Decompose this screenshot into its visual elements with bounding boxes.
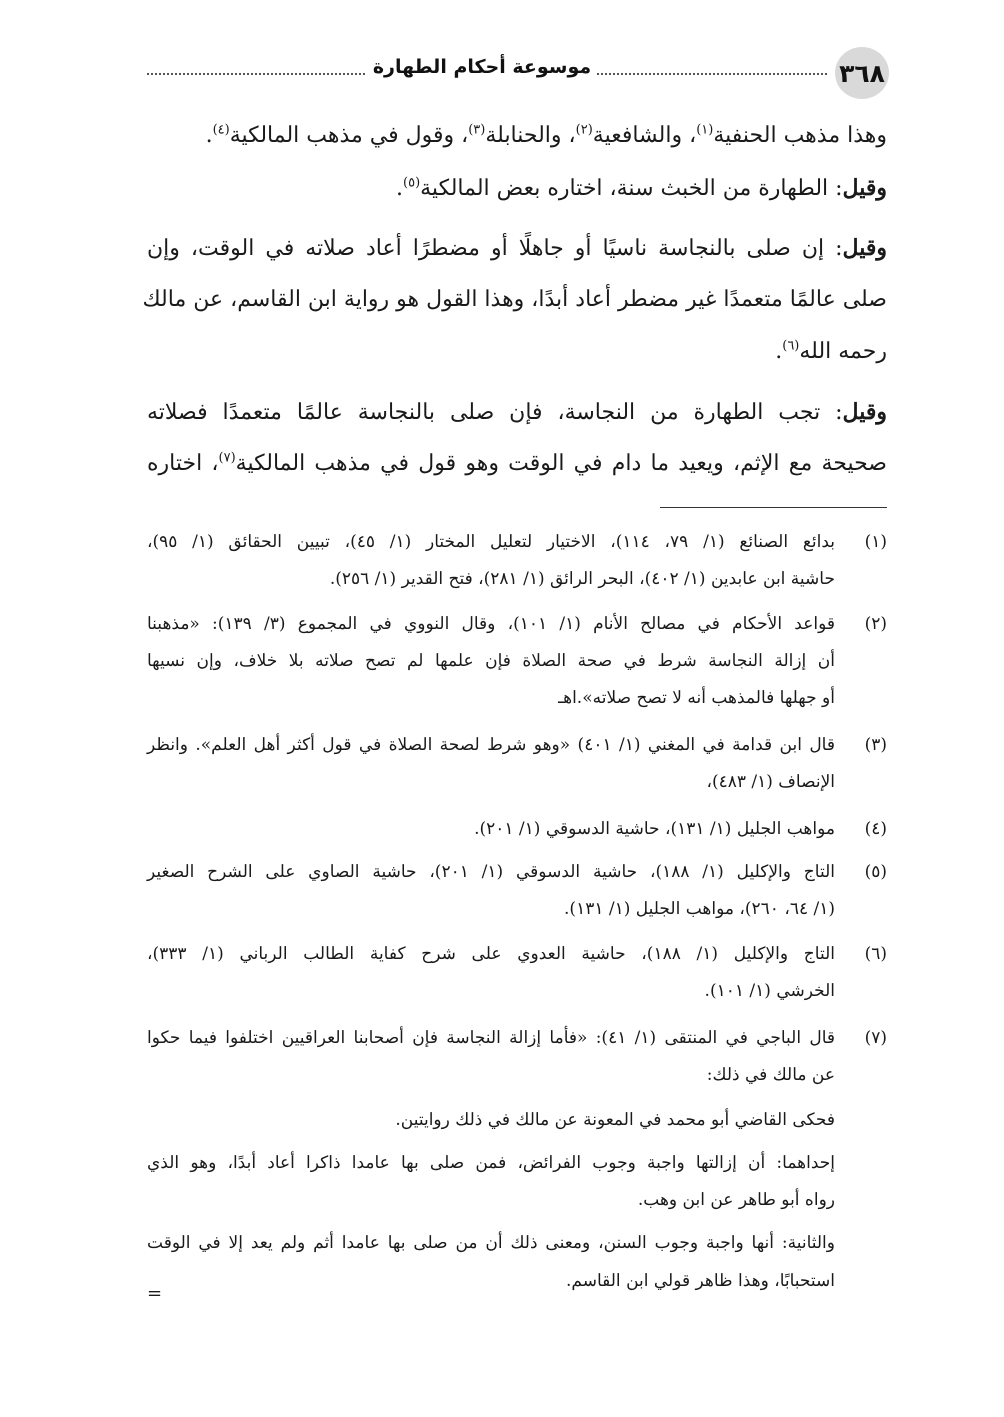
footnote-line: قواعد الأحكام في مصالح الأنام (١/ ١٠١)، وقال النووي في المجموع (٣/ ١٣٩): «مذهبنا: [147, 614, 835, 634]
footnote-number: (٢): [864, 614, 887, 634]
footnote-line: والثانية: أنها واجبة وجوب السنن، ومعنى ذلك أن من صلى بها عامدا أثم ولم يعد إلا في الوقت: [147, 1233, 835, 1253]
footnote-line: (١/ ٦٤، ٢٦٠)، مواهب الجليل (١/ ١٣١).: [564, 899, 835, 919]
lead-word: وقيل: [842, 175, 887, 201]
footnote-line: إحداهما: أن إزالتها واجبة وجوب الفرائض، فمن صلى بها عامدا ذاكرا أعاد أبدًا، وهو الذي: [147, 1153, 835, 1173]
paragraph-3-line-3: رحمه الله$^{(٦)}$.: [775, 338, 887, 364]
paragraph-3-line-1: وقيل: إن صلى بالنجاسة ناسيًا أو جاهلًا أو مضطرًا أعاد صلاته في الوقت، وإن: [147, 235, 887, 261]
footnote-line: أو جهلها فالمذهب أنه لا تصح صلاته».اهـ: [558, 688, 835, 708]
lead-word: وقيل: [842, 399, 887, 425]
footnote-ref-6[interactable]: (٦): [782, 338, 800, 354]
footnote-ref-5[interactable]: (٥): [403, 175, 421, 191]
lead-word: وقيل: [842, 235, 887, 261]
footnote-number: (٤): [864, 819, 887, 839]
footnote-number: (٧): [864, 1028, 887, 1048]
footnote-line: رواه أبو طاهر عن ابن وهب.: [637, 1190, 835, 1210]
paragraph-3-line-2: صلى عالمًا متعمدًا غير مضطر أعاد أبدًا، وهذا القول هو رواية ابن القاسم، عن مالك: [142, 287, 887, 312]
footnote-line: الخرشي (١/ ١٠١).: [704, 981, 835, 1001]
footnote-line: التاج والإكليل (١/ ١٨٨)، حاشية الدسوقي (١/ ٢٠١)، حاشية الصاوي على الشرح الصغير: [147, 862, 835, 882]
footnote-line: الإنصاف (١/ ٤٨٣)،: [706, 772, 835, 792]
running-title: موسوعة أحكام الطهارة: [372, 56, 592, 78]
footnote-separator: [660, 507, 887, 508]
footnote-line: مواهب الجليل (١/ ١٣١)، حاشية الدسوقي (١/ ٢٠١).: [474, 819, 835, 839]
footnote-number: (٥): [864, 862, 887, 882]
footnote-line: فحكى القاضي أبو محمد في المعونة عن مالك في ذلك روايتين.: [395, 1110, 835, 1130]
footnote-number: (٣): [864, 735, 887, 755]
footnote-line: قال ابن قدامة في المغني (١/ ٤٠١) «وهو شرط لصحة الصلاة في قول أكثر أهل العلم». وانظر: [147, 735, 835, 755]
footnote-ref-1[interactable]: (١): [696, 122, 714, 138]
footnote-ref-2[interactable]: (٢): [575, 122, 593, 138]
footnote-line: استحبابًا، وهذا ظاهر قولي ابن القاسم.: [566, 1271, 835, 1291]
header-dotted-rule-left: [147, 73, 365, 75]
footnote-line: أن إزالة النجاسة شرط في صحة الصلاة فإن علمها لم تصح صلاته بلا خلاف، وإن نسيها: [147, 651, 835, 671]
footnote-ref-7[interactable]: (٧): [218, 450, 236, 466]
continuation-mark: =: [147, 1283, 163, 1304]
footnote-ref-3[interactable]: (٣): [468, 122, 486, 138]
footnote-line: عن مالك في ذلك:: [706, 1065, 835, 1085]
paragraph-4-line-2: صحيحة مع الإثم، ويعيد ما دام في الوقت وهو قول في مذهب المالكية$^{(٧)}$، اختاره: [147, 450, 887, 476]
header-dotted-rule-right: [597, 73, 827, 75]
paragraph-4-line-1: وقيل: تجب الطهارة من النجاسة، فإن صلى بالنجاسة عالمًا متعمدًا فصلاته: [147, 399, 887, 425]
footnote-number: (١): [864, 532, 887, 552]
footnote-number: (٦): [864, 944, 887, 964]
footnote-ref-4[interactable]: (٤): [212, 122, 230, 138]
footnote-line: حاشية ابن عابدين (١/ ٤٠٢)، البحر الرائق (١/ ٢٨١)، فتح القدير (١/ ٢٥٦).: [329, 569, 835, 589]
paragraph-2: وقيل: الطهارة من الخبث سنة، اختاره بعض المالكية$^{(٥)}$.: [396, 175, 887, 201]
page-number-badge: ٣٦٨: [835, 47, 889, 99]
footnote-line: التاج والإكليل (١/ ١٨٨)، حاشية العدوي على شرح كفاية الطالب الرباني (١/ ٣٣٣)،: [147, 944, 835, 964]
footnote-line: بدائع الصنائع (١/ ٧٩، ١١٤)، الاختيار لتعليل المختار (١/ ٤٥)، تبيين الحقائق (١/ ٩٥)،: [147, 532, 836, 552]
footnote-line: قال الباجي في المنتقى (١/ ٤١): «فأما إزالة النجاسة فإن أصحابنا العراقيين اختلفوا فيما حكوا: [147, 1028, 836, 1048]
paragraph-1: وهذا مذهب الحنفية$^{(١)}$، والشافعية$^{(٢)}$، والحنابلة$^{(٣)}$، وقول في مذهب المالكية$^{(٤)}$.: [205, 122, 887, 148]
